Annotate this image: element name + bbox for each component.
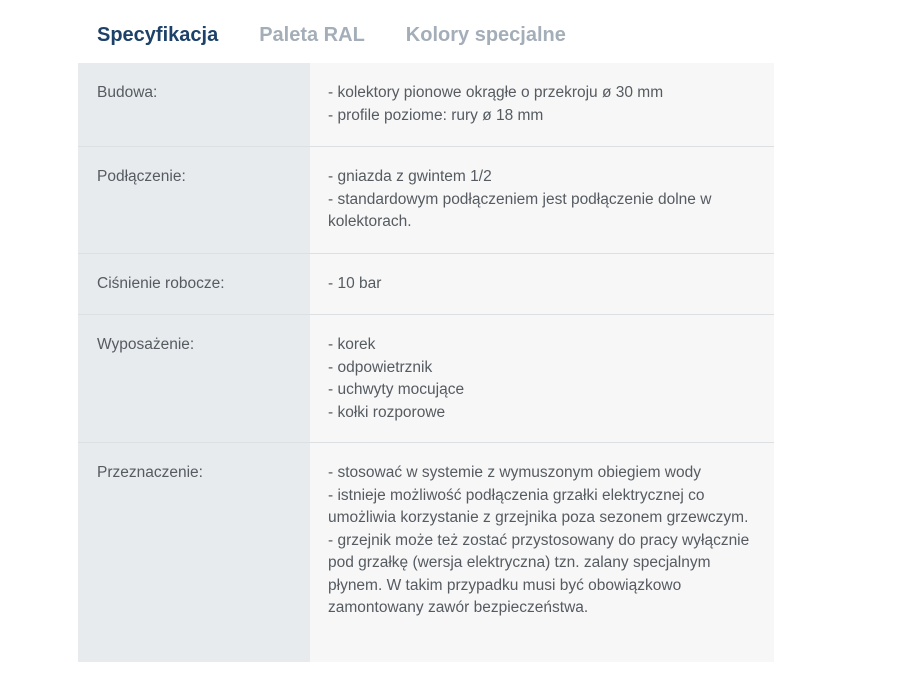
specification-table [78,63,774,662]
spec-row-przeznaczenie [78,443,774,662]
spec-value [310,63,774,146]
spec-label: Wyposażenie: [78,315,310,442]
spec-value-line: - stosować w systemie z wymuszonym obiegiem wody [328,464,701,481]
tab-paleta-ral[interactable]: Paleta RAL [259,23,365,46]
spec-label: Podłączenie: [78,147,310,253]
spec-value-line: - gniazda z gwintem 1/2 [328,168,492,185]
spec-value-line: - odpowietrznik [328,358,433,376]
spec-value-line: - 10 bar [328,275,382,292]
spec-row-wyposazenie [78,315,774,443]
spec-label: Budowa: [78,63,310,146]
spec-value-line: - korek [328,336,376,353]
spec-label: Ciśnienie robocze: [78,254,310,314]
spec-value-line: - standardowym podłączeniem jest podłączenie dolne w kolektorach. [328,190,712,230]
spec-value-line: - istnieje możliwość podłączenia grzałki elektrycznej co umożliwia korzystanie z grzejnika poza sezonem grzewczym. [328,486,749,526]
spec-value [310,147,774,253]
spec-value-line: - kolektory pionowe okrągłe o przekroju ø 30 mm [328,84,664,101]
spec-value [310,443,774,662]
spec-row-podlaczenie [78,147,774,254]
tab-kolory-specjalne[interactable]: Kolory specjalne [405,23,566,46]
spec-value-line: - grzejnik może też zostać przystosowany do pracy wyłącznie pod grzałkę (wersja elektryczna) tzn. zalany specjalnym płynem. W takim przypadku musi być obowiązkowo zamontowany zawór bezpieczeństwa. [328,531,750,616]
product-tabs [97,18,607,52]
spec-label: Przeznaczenie: [78,443,310,662]
spec-value-line: - profile poziome: rury ø 18 mm [328,106,544,124]
spec-row-cisnienie-robocze [78,254,774,315]
spec-value-line: - kołki rozporowe [328,403,446,421]
spec-row-budowa [78,63,774,147]
spec-value [310,254,774,314]
spec-value [310,315,774,442]
tab-specyfikacja[interactable]: Specyfikacja [97,23,219,46]
spec-value-line: - uchwyty mocujące [328,381,465,398]
